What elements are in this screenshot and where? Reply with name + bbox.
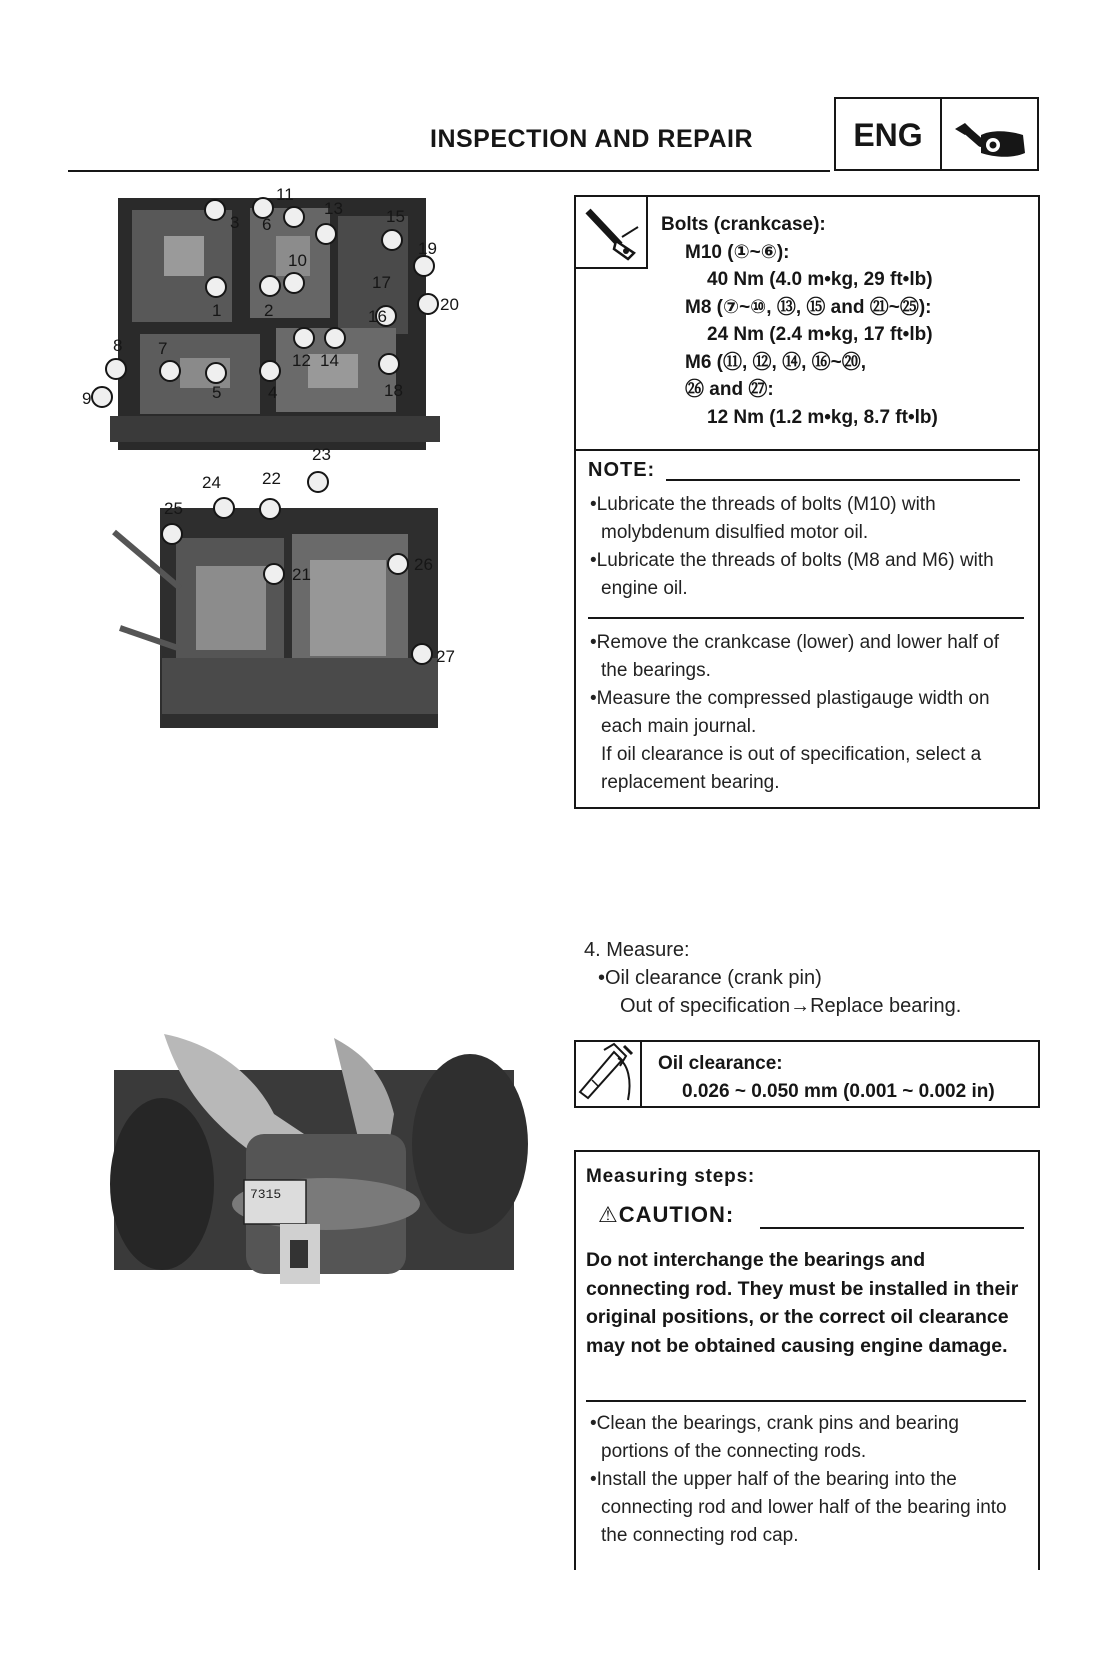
m10-torque: 40 Nm (4.0 m•kg, 29 ft•lb) xyxy=(707,269,933,290)
crankcase-upper-photo xyxy=(80,186,500,726)
page-title: INSPECTION AND REPAIR xyxy=(430,125,754,153)
step-followup: If oil clearance is out of specification, select a replacement bearing. xyxy=(601,744,982,793)
bolt-spec-title: Bolts (crankcase): xyxy=(661,214,826,235)
m6-torque: 12 Nm (1.2 m•kg, 8.7 ft•lb) xyxy=(707,406,938,428)
svg-text:20: 20 xyxy=(440,295,459,314)
measuring-bullets xyxy=(590,1410,1024,1550)
svg-text:26: 26 xyxy=(414,555,433,574)
crankpin-plastigauge-photo xyxy=(104,1034,524,1300)
removal-steps xyxy=(590,629,1024,797)
measure-heading: 4. Measure: xyxy=(584,939,690,961)
note-heading: NOTE: xyxy=(588,459,656,481)
svg-text:22: 22 xyxy=(262,469,281,488)
m8-torque: 24 Nm (2.4 m•kg, 17 ft•lb) xyxy=(707,324,933,345)
svg-text:10: 10 xyxy=(288,251,307,270)
steps-divider xyxy=(586,1400,1026,1402)
note-bullet: •Lubricate the threads of bolts (M10) with molybdenum disulfied motor oil. xyxy=(590,494,936,543)
measuring-bullet: •Install the upper half of the bearing into the connecting rod and lower half of the bearing into the connecting rod cap. xyxy=(590,1469,1007,1546)
svg-text:27: 27 xyxy=(436,647,455,666)
note-bullet: •Lubricate the threads of bolts (M8 and M6) with engine oil. xyxy=(590,550,994,599)
svg-text:8: 8 xyxy=(113,336,123,355)
measuring-bullet: •Clean the bearings, crank pins and bearing portions of the connecting rods. xyxy=(590,1413,959,1462)
svg-text:11: 11 xyxy=(276,185,294,204)
measure-step xyxy=(584,936,961,1020)
svg-text:15: 15 xyxy=(386,207,405,226)
plastigauge-scale-text: 7315 xyxy=(250,1187,282,1202)
svg-text:12: 12 xyxy=(292,351,311,370)
m6-label: M6 (⑪, ⑫, ⑭, ⑯~⑳, xyxy=(685,351,867,373)
note-rule xyxy=(666,479,1020,481)
crankcase-side-view xyxy=(114,445,455,728)
micrometer-icon-box xyxy=(574,1040,642,1108)
svg-text:24: 24 xyxy=(202,473,221,492)
svg-text:13: 13 xyxy=(324,199,343,218)
oil-clearance-spec xyxy=(574,1040,1040,1108)
caution-heading: ⚠CAUTION: xyxy=(598,1202,735,1227)
svg-text:17: 17 xyxy=(372,273,391,292)
svg-text:25: 25 xyxy=(164,499,183,518)
note-divider xyxy=(588,617,1024,619)
bolt-torque-spec xyxy=(574,195,1040,451)
caution-text: Do not interchange the bearings and connecting rod. They must be installed in their original positions, or the correct oil clearance may not be obtained causing engine damage. xyxy=(586,1249,1019,1357)
oil-clearance-title: Oil clearance: xyxy=(658,1053,783,1074)
m10-label: M10 (①~⑥): xyxy=(685,241,790,263)
step-bullet: •Measure the compressed plastigauge width on each main journal. xyxy=(590,688,990,737)
svg-text:7: 7 xyxy=(158,339,168,358)
svg-text:18: 18 xyxy=(384,381,403,400)
svg-text:6: 6 xyxy=(262,215,272,234)
svg-text:23: 23 xyxy=(312,445,331,464)
svg-text:21: 21 xyxy=(292,565,311,584)
measure-action: Out of specification→Replace bearing. xyxy=(620,995,962,1017)
svg-text:19: 19 xyxy=(418,239,437,258)
header-rule xyxy=(68,170,830,172)
section-icon-box xyxy=(941,97,1039,171)
torque-wrench-icon xyxy=(576,197,646,267)
svg-text:4: 4 xyxy=(268,383,278,402)
measuring-steps-heading: Measuring steps: xyxy=(586,1166,756,1187)
m6-label-continued: ㉖ and ㉗: xyxy=(685,379,774,400)
note-bullets xyxy=(590,491,1024,603)
section-code: ENG xyxy=(853,117,923,153)
note-box xyxy=(574,449,1040,809)
svg-text:2: 2 xyxy=(264,301,274,320)
svg-text:14: 14 xyxy=(320,351,339,370)
measure-item: •Oil clearance (crank pin) xyxy=(598,967,822,989)
svg-text:9: 9 xyxy=(82,389,92,408)
oil-clearance-value: 0.026 ~ 0.050 mm (0.001 ~ 0.002 in) xyxy=(682,1081,995,1102)
m8-label: M8 (⑦~⑩, ⑬, ⑮ and ㉑~㉕): xyxy=(685,296,932,318)
svg-text:5: 5 xyxy=(212,383,222,402)
svg-text:1: 1 xyxy=(212,301,222,320)
caution-rule xyxy=(760,1227,1024,1229)
micrometer-icon xyxy=(574,1040,640,1106)
crankcase-top-view xyxy=(82,185,459,450)
svg-text:16: 16 xyxy=(368,307,387,326)
svg-text:3: 3 xyxy=(230,213,240,232)
section-badge xyxy=(834,97,942,171)
torque-wrench-icon-box xyxy=(574,195,648,269)
step-bullet: •Remove the crankcase (lower) and lower half of the bearings. xyxy=(590,632,1000,681)
engine-wrench-icon xyxy=(941,99,1037,169)
measuring-steps-box xyxy=(574,1150,1040,1570)
